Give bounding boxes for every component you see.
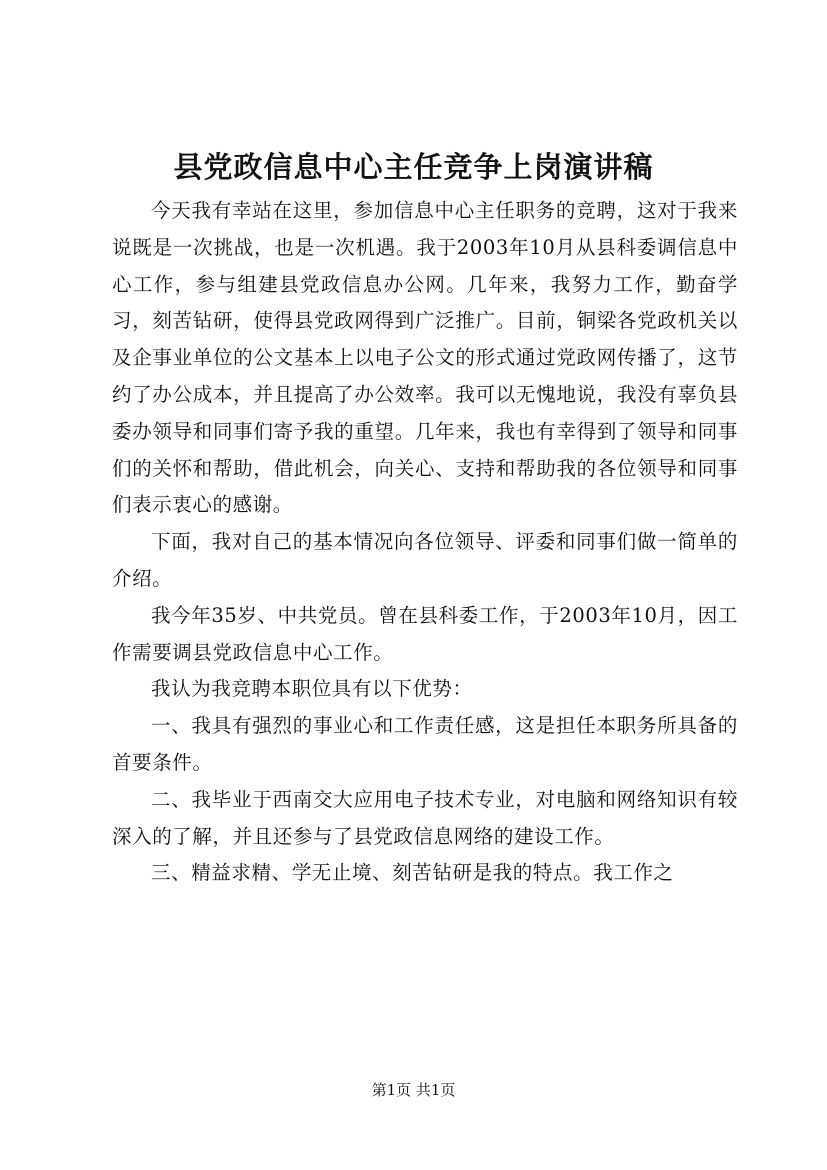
paragraph: 下面，我对自己的基本情况向各位领导、评委和同事们做一简单的介绍。 bbox=[112, 530, 738, 590]
paragraph: 我认为我竞聘本职位具有以下优势： bbox=[151, 677, 473, 701]
paragraph: 我今年35岁、中共党员。曾在县科委工作，于2003年10月，因工作需要调县党政信息中心工作。 bbox=[112, 603, 738, 664]
page-footer: 第1页 共1页 bbox=[371, 1081, 456, 1099]
paragraph: 三、精益求精、学无止境、刻苦钻研是我的特点。我工作之 bbox=[151, 861, 674, 885]
document-title: 县党政信息中心主任竞争上岗演讲稿 bbox=[173, 150, 654, 184]
paragraph: 今天我有幸站在这里，参加信息中心主任职务的竞聘，这对于我来说既是一次挑战，也是一次机遇。我于2003年10月从县科委调信息中心工作，参与组建县党政信息办公网。几年来，我努力工作，勤奋学习，刻苦钻研，使得县党政网得到广泛推广。目前，铜梁各党政机关以及企事业单位的公文基本上以电子公文的形式通过党政网传播了，这节约了办公成本，并且提高了办公效率。我可以无愧地说，我没有辜负县委办领导和同事们寄予我的重望。几年来，我也有幸得到了领导和同事们的关怀和帮助，借此机会，向关心、支持和帮助我的各位领导和同事们表示衷心的感谢。 bbox=[112, 199, 738, 517]
paragraph: 二、我毕业于西南交大应用电子技术专业，对电脑和网络知识有较深入的了解，并且还参与了县党政信息网络的建设工作。 bbox=[112, 787, 738, 848]
document-body bbox=[112, 193, 738, 892]
paragraph: 一、我具有强烈的事业心和工作责任感，这是担任本职务所具备的首要条件。 bbox=[112, 714, 738, 774]
